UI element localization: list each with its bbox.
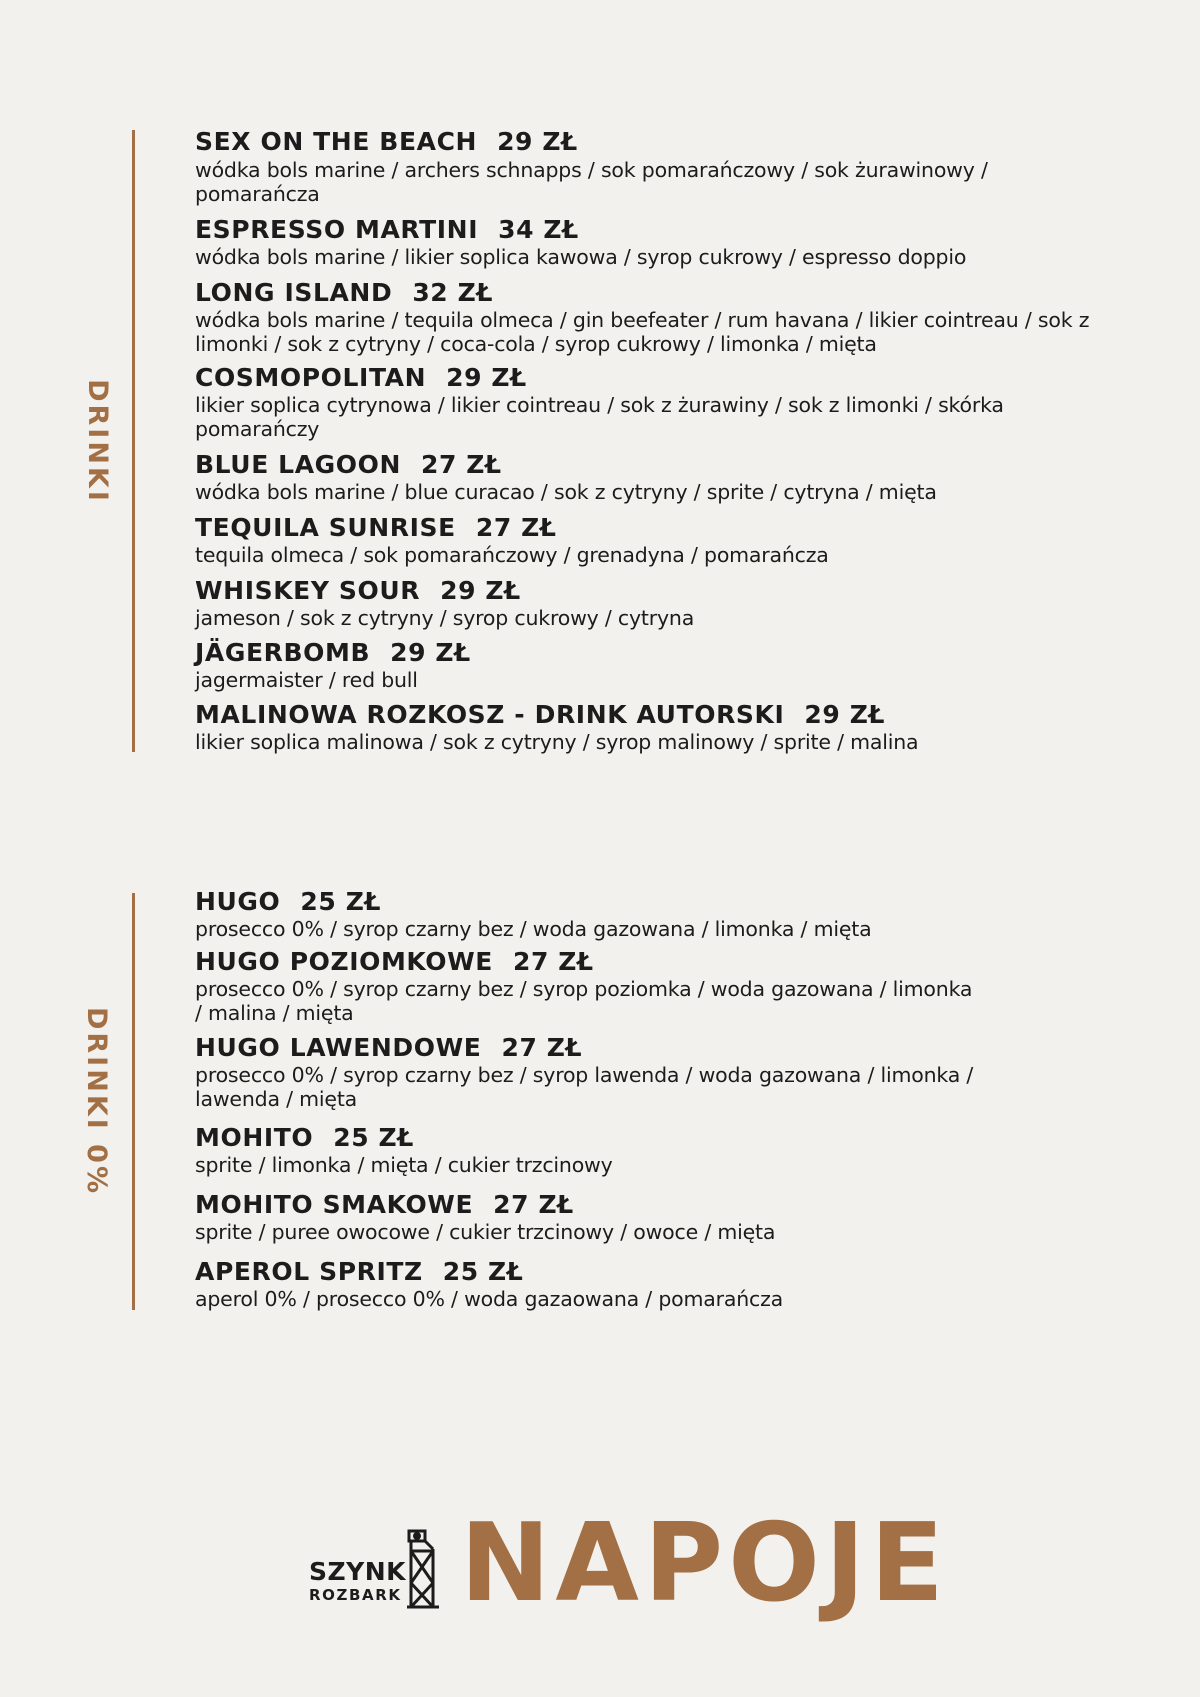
item-price: 29 ZŁ <box>390 638 471 667</box>
item-price: 27 ZŁ <box>475 513 557 542</box>
item-price: 25 ZŁ <box>300 887 382 916</box>
section-label-text: DRINKI 0% <box>81 1006 113 1197</box>
section-divider-bar <box>132 893 135 1310</box>
logo-line-1: SZYNK <box>309 1557 407 1586</box>
item-price: 25 ZŁ <box>333 1123 414 1152</box>
item-price: 27 ZŁ <box>493 1190 574 1219</box>
menu-item <box>195 576 521 606</box>
item-name: HUGO <box>195 887 281 916</box>
menu-item <box>195 513 557 543</box>
section-divider-bar <box>132 130 135 752</box>
menu-item <box>195 947 594 977</box>
item-name: MALINOWA ROZKOSZ - DRINK AUTORSKI <box>195 700 785 729</box>
item-price: 29 ZŁ <box>440 576 521 605</box>
item-name: BLUE LAGOON <box>195 450 402 479</box>
menu-item <box>195 1123 414 1153</box>
item-description: tequila olmeca / sok pomarańczowy / grenadyna / pomarańcza <box>195 543 829 567</box>
menu-item <box>195 1033 582 1063</box>
item-description: jagermaister / red bull <box>195 668 418 692</box>
item-description: sprite / puree owocowe / cukier trzcinowy / owoce / mięta <box>195 1220 776 1244</box>
item-price: 25 ZŁ <box>442 1257 524 1286</box>
item-description: wódka bols marine / archers schnapps / sok pomarańczowy / sok żurawinowy / pomarańcza <box>195 158 988 206</box>
item-price: 29 ZŁ <box>497 127 578 156</box>
item-price: 32 ZŁ <box>412 278 493 307</box>
szynk-rozbark-logo <box>305 1505 445 1605</box>
item-price: 29 ZŁ <box>446 363 527 392</box>
item-description: aperol 0% / prosecco 0% / woda gazaowana / pomarańcza <box>195 1287 783 1311</box>
section-label <box>64 130 130 752</box>
item-description: likier soplica malinowa / sok z cytryny / syrop malinowy / sprite / malina <box>195 730 919 754</box>
section-label <box>64 893 130 1310</box>
item-description: sprite / limonka / mięta / cukier trzcinowy <box>195 1153 613 1177</box>
item-price: 34 ZŁ <box>498 215 579 244</box>
item-description: jameson / sok z cytryny / syrop cukrowy / cytryna <box>195 606 695 630</box>
item-name: HUGO LAWENDOWE <box>195 1033 482 1062</box>
item-name: JÄGERBOMB <box>195 638 371 667</box>
item-name: COSMOPOLITAN <box>195 363 427 392</box>
page-title: NAPOJE <box>460 1501 949 1626</box>
item-name: TEQUILA SUNRISE <box>195 513 456 542</box>
menu-item <box>195 700 885 730</box>
menu-item <box>195 127 578 157</box>
menu-item <box>195 1190 574 1220</box>
item-price: 27 ZŁ <box>421 450 502 479</box>
menu-item <box>195 638 471 668</box>
item-name: APEROL SPRITZ <box>195 1257 423 1286</box>
item-description: wódka bols marine / blue curacao / sok z cytryny / sprite / cytryna / mięta <box>195 480 937 504</box>
item-name: LONG ISLAND <box>195 278 393 307</box>
menu-item <box>195 1257 523 1287</box>
item-description: prosecco 0% / syrop czarny bez / woda gazowana / limonka / mięta <box>195 917 872 941</box>
item-name: ESPRESSO MARTINI <box>195 215 479 244</box>
item-description: prosecco 0% / syrop czarny bez / syrop lawenda / woda gazowana / limonka / lawenda / mięta <box>195 1063 974 1111</box>
menu-item <box>195 450 502 480</box>
item-description: wódka bols marine / tequila olmeca / gin beefeater / rum havana / likier cointreau / sok z limonki / sok z cytryny / coca-cola / syrop cukrowy / limonka / mięta <box>195 308 1090 356</box>
mine-tower-icon <box>405 1527 441 1609</box>
item-description: wódka bols marine / likier soplica kawowa / syrop cukrowy / espresso doppio <box>195 245 967 269</box>
item-name: MOHITO SMAKOWE <box>195 1190 474 1219</box>
item-name: SEX ON THE BEACH <box>195 127 478 156</box>
menu-item <box>195 215 579 245</box>
item-price: 27 ZŁ <box>513 947 594 976</box>
menu-item <box>195 887 381 917</box>
item-price: 27 ZŁ <box>501 1033 583 1062</box>
item-price: 29 ZŁ <box>804 700 886 729</box>
menu-item <box>195 278 493 308</box>
section-label-text: DRINKI <box>81 378 113 504</box>
menu-item <box>195 363 527 393</box>
item-name: HUGO POZIOMKOWE <box>195 947 493 976</box>
logo-line-2: ROZBARK <box>309 1586 402 1604</box>
item-name: MOHITO <box>195 1123 314 1152</box>
item-description: prosecco 0% / syrop czarny bez / syrop poziomka / woda gazowana / limonka / malina / mięta <box>195 977 973 1025</box>
item-name: WHISKEY SOUR <box>195 576 421 605</box>
item-description: likier soplica cytrynowa / likier cointreau / sok z żurawiny / sok z limonki / skórka pomarańczy <box>195 393 1004 441</box>
